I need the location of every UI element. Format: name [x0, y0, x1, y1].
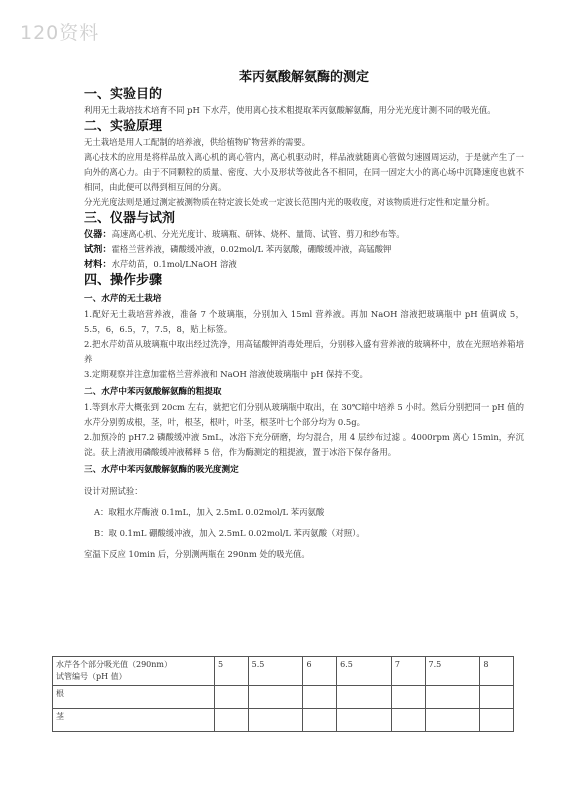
page-title: 苯丙氨酸解氨酶的测定	[238, 70, 369, 85]
control-a-line: A：取粗水芹酶液 0.1mL，加入 2.5mL 0.02mol/L 苯丙氨酸	[94, 507, 325, 517]
table-cell	[391, 686, 425, 709]
ph-cell: 6	[303, 657, 337, 686]
ph-cell: 5	[215, 657, 249, 686]
table-cell	[480, 709, 514, 732]
extraction-step-2: 2.加预冷的 pH7.2 磷酸缓冲液 5mL，冰浴下充分研磨，均匀混合，用 4 层纱布过滤 。4000rpm 离心 15min，弃沉淀。获上清液用磷酸缓冲液稀释 5 倍，作为酶测定的粗提液，置于冰浴下保存备用。	[84, 432, 524, 457]
watermark: 120资料	[20, 22, 100, 44]
reagents-line	[84, 242, 524, 257]
ph-cell: 7.5	[425, 657, 480, 686]
cultivation-step-2: 2.把水芹幼苗从玻璃瓶中取出经过洗净，用高锰酸钾消毒处理后，分别移入盛有营养液的玻璃杯中，放在光照培养箱培养	[84, 339, 524, 364]
ph-cell: 7	[391, 657, 425, 686]
instruments-text: 高速离心机、分光光度计、玻璃瓶、研钵、烧杯、量筒、试管、剪刀和纱布等。	[111, 229, 405, 239]
table-cell	[215, 686, 249, 709]
table-cell	[303, 709, 337, 732]
instruments-label: 仪器：	[84, 229, 112, 240]
materials-text: 水芹幼苗，0.1mol/LNaOH 溶液	[111, 259, 237, 269]
ph-cell: 6.5	[337, 657, 392, 686]
cultivation-step-3: 3.定期观察并注意加霍格兰营养液和 NaOH 溶液使玻璃瓶中 pH 保持不变。	[84, 369, 368, 379]
table-cell	[303, 686, 337, 709]
table-row	[53, 709, 514, 732]
table-cell	[215, 709, 249, 732]
control-b-line: B：取 0.1mL 硼酸缓冲液，加入 2.5mL 0.02mol/L 苯丙氨酸（对照）。	[94, 528, 365, 538]
table-cell	[480, 686, 514, 709]
materials-label: 材料：	[84, 259, 112, 270]
ph-cell: 5.5	[248, 657, 303, 686]
subsection-extraction-heading: 二、水芹中苯丙氨酸解氨酶的粗提取	[84, 387, 222, 397]
table-cell	[391, 709, 425, 732]
table-header-line-1: 水芹各个部分吸光值（290nm）	[56, 660, 173, 669]
table-row	[53, 686, 514, 709]
section-purpose-text: 利用无土栽培技术培育不同 pH 下水芹，使用离心技术粗提取苯丙氨酸解氨酶，用分光光度计测不同的吸光值。	[84, 105, 496, 115]
table-header-row	[53, 657, 514, 686]
section-procedure-heading: 四、操作步骤	[84, 273, 163, 288]
document-body	[84, 70, 524, 562]
materials-line	[84, 257, 524, 272]
principle-paragraph-2: 离心技术的应用是将样品放入离心机的离心管内，离心机驱动时，样品液就随离心管做匀速圆周运动，于是就产生了一向外的离心力。由于不同颗粒的质量、密度、大小及形状等彼此各不相同，在同一固定大小的离心场中沉降速度也就不相同，由此便可以得到相互间的分离。	[84, 152, 524, 192]
room-temp-line: 室温下反应 10min 后，分别测两瓶在 290nm 处的吸光值。	[84, 549, 310, 559]
table-cell	[248, 709, 303, 732]
subsection-absorbance-heading: 三、水芹中苯丙氨酸解氨酶的吸光度测定	[84, 465, 239, 475]
ph-cell: 8	[480, 657, 514, 686]
row-label-stem: 茎	[53, 709, 215, 732]
section-purpose-heading: 一、实验目的	[84, 87, 163, 102]
principle-paragraph-1: 无土栽培是用人工配制的培养液，供给植物矿物营养的需要。	[84, 137, 311, 147]
reagents-text: 霍格兰营养液，磷酸缓冲液，0.02mol/L 苯丙氨酸，硼酸缓冲液，高锰酸钾	[111, 244, 392, 254]
table-cell	[425, 686, 480, 709]
instruments-line	[84, 227, 524, 242]
subsection-cultivation-heading: 一、水芹的无土栽培	[84, 294, 162, 304]
table-cell	[425, 709, 480, 732]
principle-paragraph-3: 分光光度法则是通过测定被测物质在特定波长处或一定波长范围内光的吸收度，对该物质进行定性和定量分析。	[84, 197, 495, 207]
table-header-cell	[53, 657, 215, 686]
section-materials-heading: 三、仪器与试剂	[84, 211, 176, 226]
table-cell	[337, 686, 392, 709]
extraction-step-1: 1.等到水芹大概张到 20cm 左右，就把它们分别从玻璃瓶中取出，在 30℃暗中培养 5 小时。然后分别把同一 pH 值的水芹分别剪成根，茎，叶，根茎，根叶，叶茎，根茎叶七个部分均为 0.5g。	[84, 402, 524, 427]
table-cell	[248, 686, 303, 709]
row-label-root: 根	[53, 686, 215, 709]
reagents-label: 试剂：	[84, 244, 112, 255]
absorbance-table	[52, 656, 514, 732]
table-header-line-2: 试管编号（pH 值）	[56, 672, 127, 681]
control-design-line: 设计对照试验：	[84, 486, 143, 496]
table-cell	[337, 709, 392, 732]
section-principle-heading: 二、实验原理	[84, 119, 163, 134]
cultivation-step-1: 1.配好无土栽培营养液，准备 7 个玻璃瓶，分别加入 15ml 营养液。再加 NaOH 溶液把玻璃瓶中 pH 值调成 5，5.5，6，6.5，7，7.5，8，贴上标签。	[84, 309, 524, 334]
